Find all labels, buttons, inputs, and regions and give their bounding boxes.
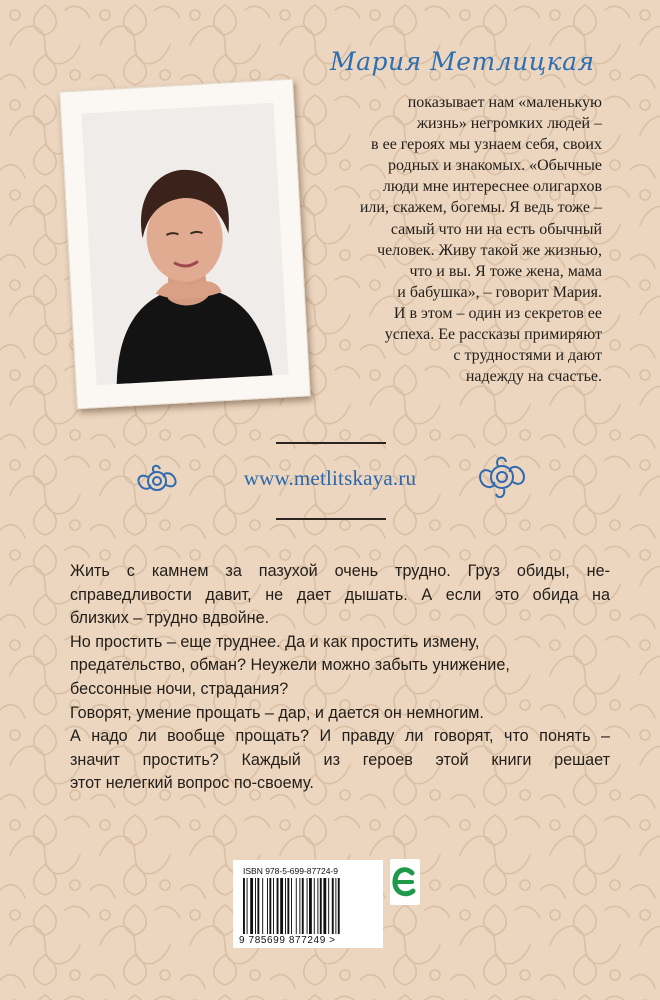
description-line: справедливости давит, не дает дышать. А если это обида на (70, 585, 610, 604)
author-bio-line: самый что ни на есть обычный (390, 220, 602, 238)
author-bio-line: родных и знакомых. «Обычные (388, 157, 602, 175)
divider-bottom (276, 518, 386, 520)
description-line: близких – трудно вдвойне. (70, 609, 270, 628)
author-bio-line: в ее героях мы узнаем себя, своих (371, 136, 602, 154)
description-line: Но простить – еще труднее. Да и как простить измену, (70, 632, 480, 651)
author-bio-line: с трудностями и дают (453, 347, 602, 365)
barcode-bars (243, 878, 373, 934)
author-website-link[interactable]: www.metlitskaya.ru (243, 466, 417, 490)
author-photo (60, 80, 309, 408)
author-bio-line: успеха. Ее рассказы примиряют (384, 326, 602, 344)
publisher-logo-icon (390, 859, 420, 905)
divider-top (276, 442, 386, 444)
description-line: этот нелегкий вопрос по-своему. (70, 774, 314, 793)
flower-ornament-right-icon (474, 452, 530, 502)
isbn-barcode (233, 860, 383, 948)
author-name: Мария Метлицкая (330, 47, 595, 76)
author-bio-line: или, скажем, богемы. Я ведь тоже – (359, 199, 602, 217)
barcode-digits: 9 785699 877249 > (239, 935, 336, 946)
author-bio-line: показывает нам «маленькую (407, 94, 602, 111)
description-line: предательство, обман? Неужели можно забыть унижение, (70, 656, 510, 675)
author-bio-line: что и вы. Я тоже жена, мама (409, 262, 602, 280)
description-line: А надо ли вообще прощать? И правду ли говорят, что понять – (70, 727, 610, 746)
author-bio-line: человек. Живу такой же жизнью, (377, 241, 602, 259)
author-bio-line: и бабушка», – говорит Мария. (397, 283, 602, 301)
isbn-label: ISBN 978-5-699-87724-9 (243, 866, 338, 876)
book-description (70, 560, 610, 796)
author-bio-line: И в этом – один из секретов ее (393, 304, 602, 322)
author-bio-line: надежду на счастье. (465, 368, 602, 386)
author-bio-line: люди мне интереснее олигархов (382, 178, 602, 196)
description-line: бессонные ночи, страдания? (70, 679, 289, 698)
description-line: Жить с камнем за пазухой очень трудно. Груз обиды, не- (70, 562, 610, 580)
author-bio (300, 92, 602, 387)
description-line: Говорят, умение прощать – дар, и дается он немногим. (70, 703, 484, 722)
author-photo-card (59, 79, 310, 410)
flower-ornament-left-icon (132, 463, 182, 499)
description-line: значит простить? Каждый из героев этой книги решает (70, 750, 610, 769)
author-bio-line: жизнь» негромких людей – (416, 115, 602, 133)
